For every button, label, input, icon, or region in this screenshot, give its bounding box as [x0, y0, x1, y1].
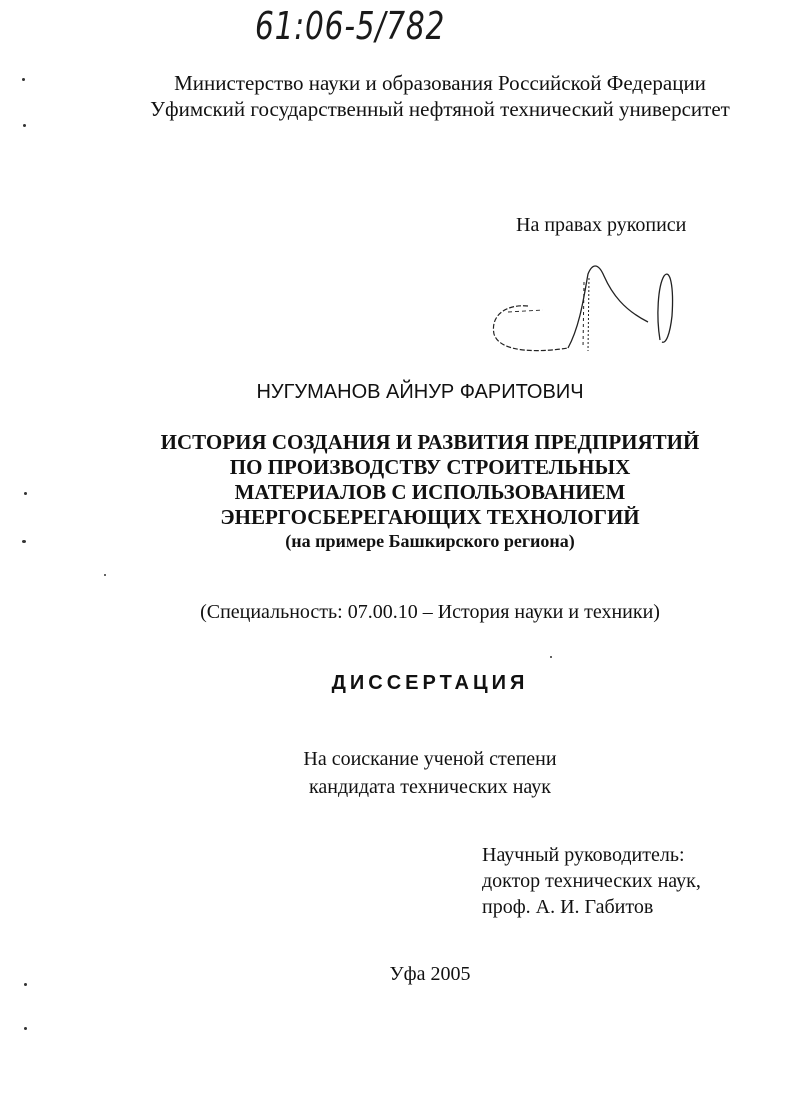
scan-speck [104, 574, 106, 576]
specialty: (Специальность: 07.00.10 – История науки и техники) [200, 601, 660, 623]
advisor-info [482, 842, 701, 920]
author-name: НУГУМАНОВ АЙНУР ФАРИТОВИЧ [256, 381, 584, 403]
city-year: Уфа 2005 [389, 963, 471, 985]
document-type: ДИССЕРТАЦИЯ [331, 672, 529, 694]
rights-note: На правах рукописи [516, 214, 687, 236]
scan-speck [24, 492, 27, 495]
advisor-name: проф. А. И. Габитов [482, 896, 654, 918]
university-name: Уфимский государственный нефтяной технический университет [150, 97, 730, 121]
advisor-degree: доктор технических наук, [482, 870, 701, 892]
scan-speck [22, 78, 25, 81]
title-line: ПО ПРОИЗВОДСТВУ СТРОИТЕЛЬНЫХ [229, 455, 631, 479]
ministry-name: Министерство науки и образования Российской Федерации [174, 71, 706, 95]
title-line: ИСТОРИЯ СОЗДАНИЯ И РАЗВИТИЯ ПРЕДПРИЯТИЙ [160, 430, 700, 454]
dissertation-subtitle: (на примере Башкирского региона) [285, 531, 575, 551]
scan-speck [24, 1027, 27, 1030]
signature-image [488, 256, 688, 356]
degree-line: На соискание ученой степени [303, 748, 557, 770]
title-line: МАТЕРИАЛОВ С ИСПОЛЬЗОВАНИЕМ [234, 480, 626, 504]
archive-mark: 61:06-5/782 [255, 4, 446, 48]
scan-speck [24, 983, 27, 986]
dissertation-title [120, 430, 740, 530]
degree-info [230, 745, 630, 801]
degree-line: кандидата технических наук [308, 776, 552, 798]
scan-speck [22, 540, 26, 543]
organization-header [130, 70, 750, 122]
scan-speck [550, 656, 552, 658]
scan-speck [23, 124, 26, 127]
advisor-label: Научный руководитель: [482, 844, 685, 866]
title-line: ЭНЕРГОСБЕРЕГАЮЩИХ ТЕХНОЛОГИЙ [220, 505, 640, 529]
